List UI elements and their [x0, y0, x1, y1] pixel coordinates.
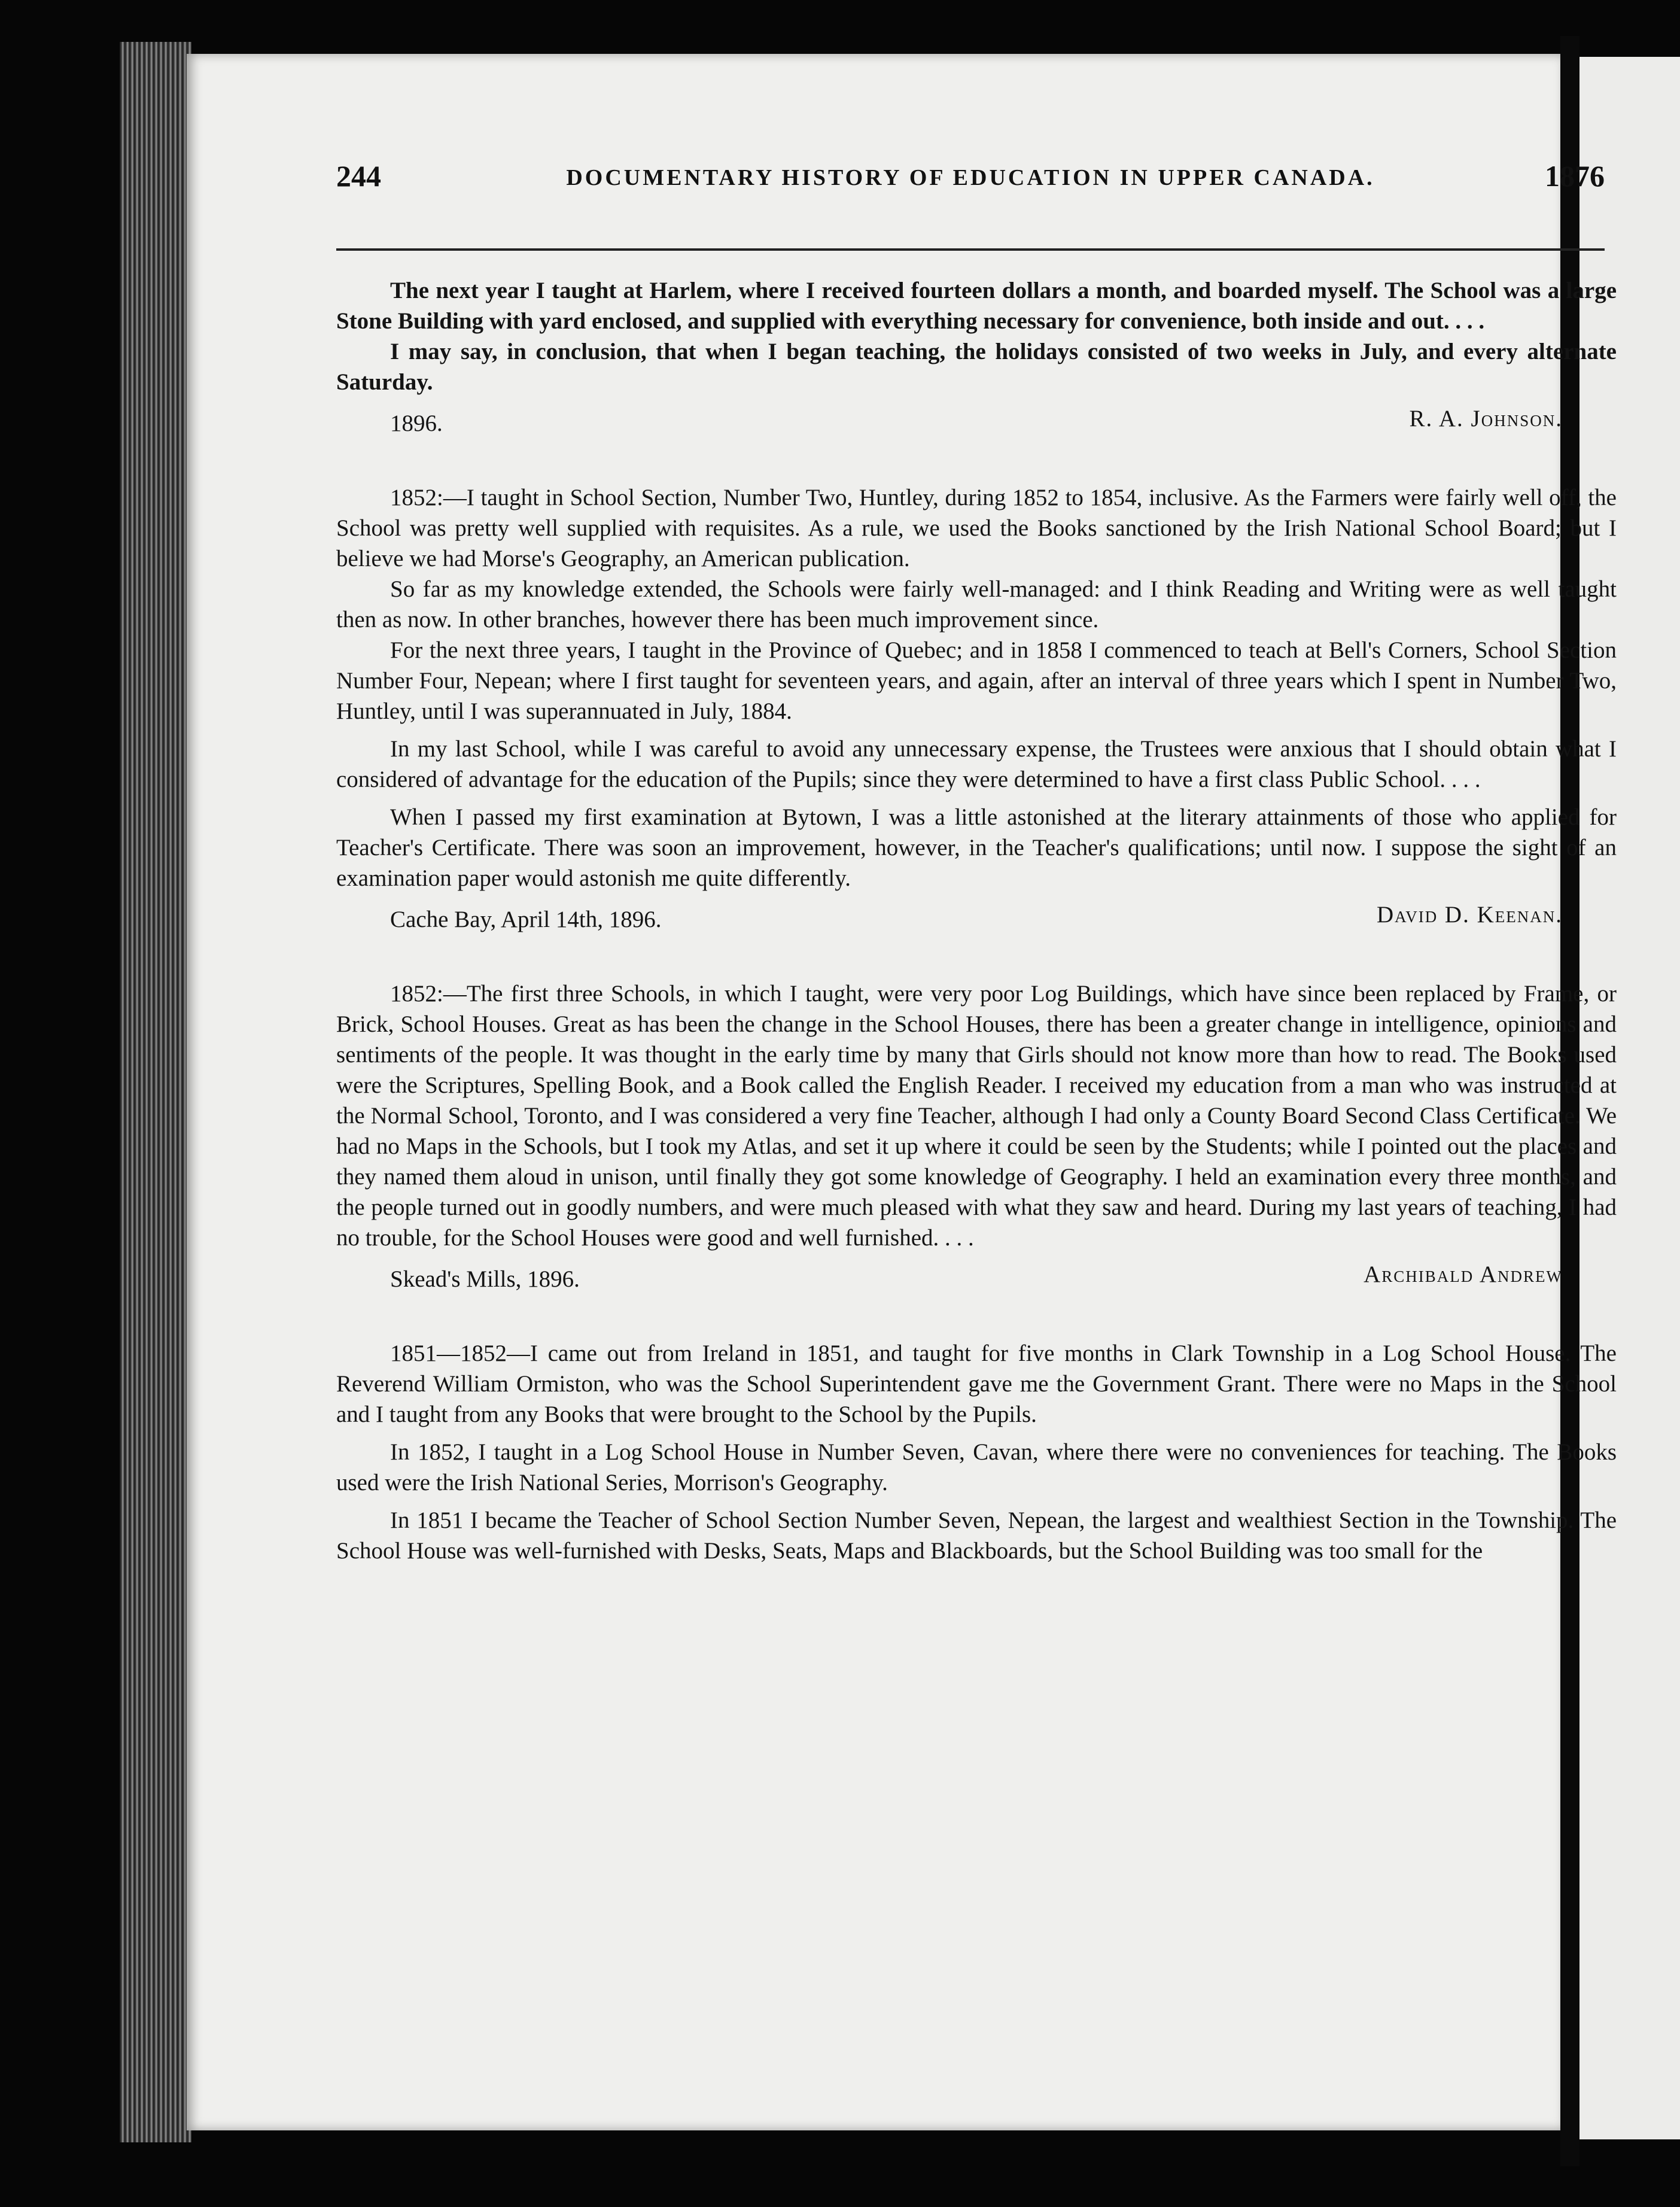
signature-line [336, 1259, 1617, 1301]
letter-place-date: Skead's Mills, 1896. [390, 1266, 580, 1292]
header-year: 1876 [1545, 159, 1605, 193]
letter-place-date: 1896. [390, 411, 443, 436]
header-rule [336, 248, 1605, 251]
paragraph: So far as my knowledge extended, the Schools were fairly well-managed: and I think Reading and Writing were as well taught then as now. In other branches, however there has been much improvement since. [336, 576, 1617, 633]
page-number: 244 [336, 159, 381, 193]
paragraph: In my last School, while I was careful to avoid any unnecessary expense, the Trustees were anxious that I should obtain what I considered of advantage for the education of the Pupils; since they were determined to have a first class Public School. . . . [336, 736, 1617, 792]
paragraph: 1852:—I taught in School Section, Number Two, Huntley, during 1852 to 1854, inclusive. As the Farmers were fairly well off, the School was pretty well supplied with requisites. As a rule, we used the Books sanctioned by the Irish National School Board; but I believe we had Morse's Geography, an American publication. [336, 485, 1617, 571]
paragraph: 1852:—The first three Schools, in which I taught, were very poor Log Buildings, which have since been replaced by Frame, or Brick, School Houses. Great as has been the change in the School Houses, there has been a greater change in intelligence, opinions and sentiments of the people. It was thought in the early time by many that Girls should not know more than how to read. The Books used were the Scriptures, Spelling Book, and a Book called the English Reader. I received my education from a man who was instructed at the Normal School, Toronto, and I was considered a very fine Teacher, although I had only a County Board Second Class Certificate. We had no Maps in the Schools, but I took my Atlas, and set it up where it could be seen by the Students; while I pointed out the places and they named them aloud in unison, until finally they got some knowledge of Geography. I held an examination every three months, and the people turned out in goodly numbers, and were much pleased with what they saw and heard. During my last years of teaching, I had no trouble, for the School Houses were good and well furnished. . . . [336, 981, 1617, 1251]
book-page [187, 54, 1617, 2130]
paragraph: In 1851 I became the Teacher of School Section Number Seven, Nepean, the largest and wealthiest Section in the Township. The School House was well-furnished with Desks, Seats, Maps and Blackboards, but the School Building was too small for the [336, 1507, 1617, 1564]
letter-place-date: Cache Bay, April 14th, 1896. [390, 907, 662, 932]
letter-signature: R. A. Johnson. [1409, 406, 1563, 431]
letter-signature: David D. Keenan. [1377, 902, 1563, 928]
section-gap [336, 941, 1617, 978]
paragraph: The next year I taught at Harlem, where I received fourteen dollars a month, and boarded myself. The School was a large Stone Building with yard enclosed, and supplied with everything necessary for convenience, both inside and out. . . . [336, 278, 1617, 334]
paragraph: I may say, in conclusion, that when I began teaching, the holidays consisted of two weeks in July, and every alternate Saturday. [336, 339, 1617, 395]
running-title: DOCUMENTARY HISTORY OF EDUCATION IN UPPER CANADA. [566, 165, 1375, 190]
signature-line [336, 403, 1617, 445]
paragraph: In 1852, I taught in a Log School House in Number Seven, Cavan, where there were no conveniences for teaching. The Books used were the Irish National Series, Morrison's Geography. [336, 1439, 1617, 1495]
page-body [336, 275, 1617, 1566]
paragraph: When I passed my first examination at Bytown, I was a little astonished at the literary attainments of those who applied for Teacher's Certificate. There was soon an improvement, however, in the Teacher's qualifications; until now. I suppose the sight of an examination paper would astonish me quite differently. [336, 804, 1617, 891]
signature-line [336, 899, 1617, 941]
letter-signature: Archibald Andrew [1364, 1261, 1563, 1287]
section-gap [336, 445, 1617, 482]
page-header [336, 159, 1605, 212]
paragraph: For the next three years, I taught in the Province of Quebec; and in 1858 I commenced to teach at Bell's Corners, School Section Number Four, Nepean; where I first taught for seventeen years, and again, after an interval of three years which I spent in Number Two, Huntley, until I was superannuated in July, 1884. [336, 637, 1617, 724]
paragraph: 1851—1852—I came out from Ireland in 1851, and taught for five months in Clark Township in a Log School House. The Reverend William Ormiston, who was the School Superintendent gave me the Government Grant. There were no Maps in the School and I taught from any Books that were brought to the School by the Pupils. [336, 1340, 1617, 1427]
section-gap [336, 1301, 1617, 1338]
book-page-edges [120, 42, 191, 2142]
